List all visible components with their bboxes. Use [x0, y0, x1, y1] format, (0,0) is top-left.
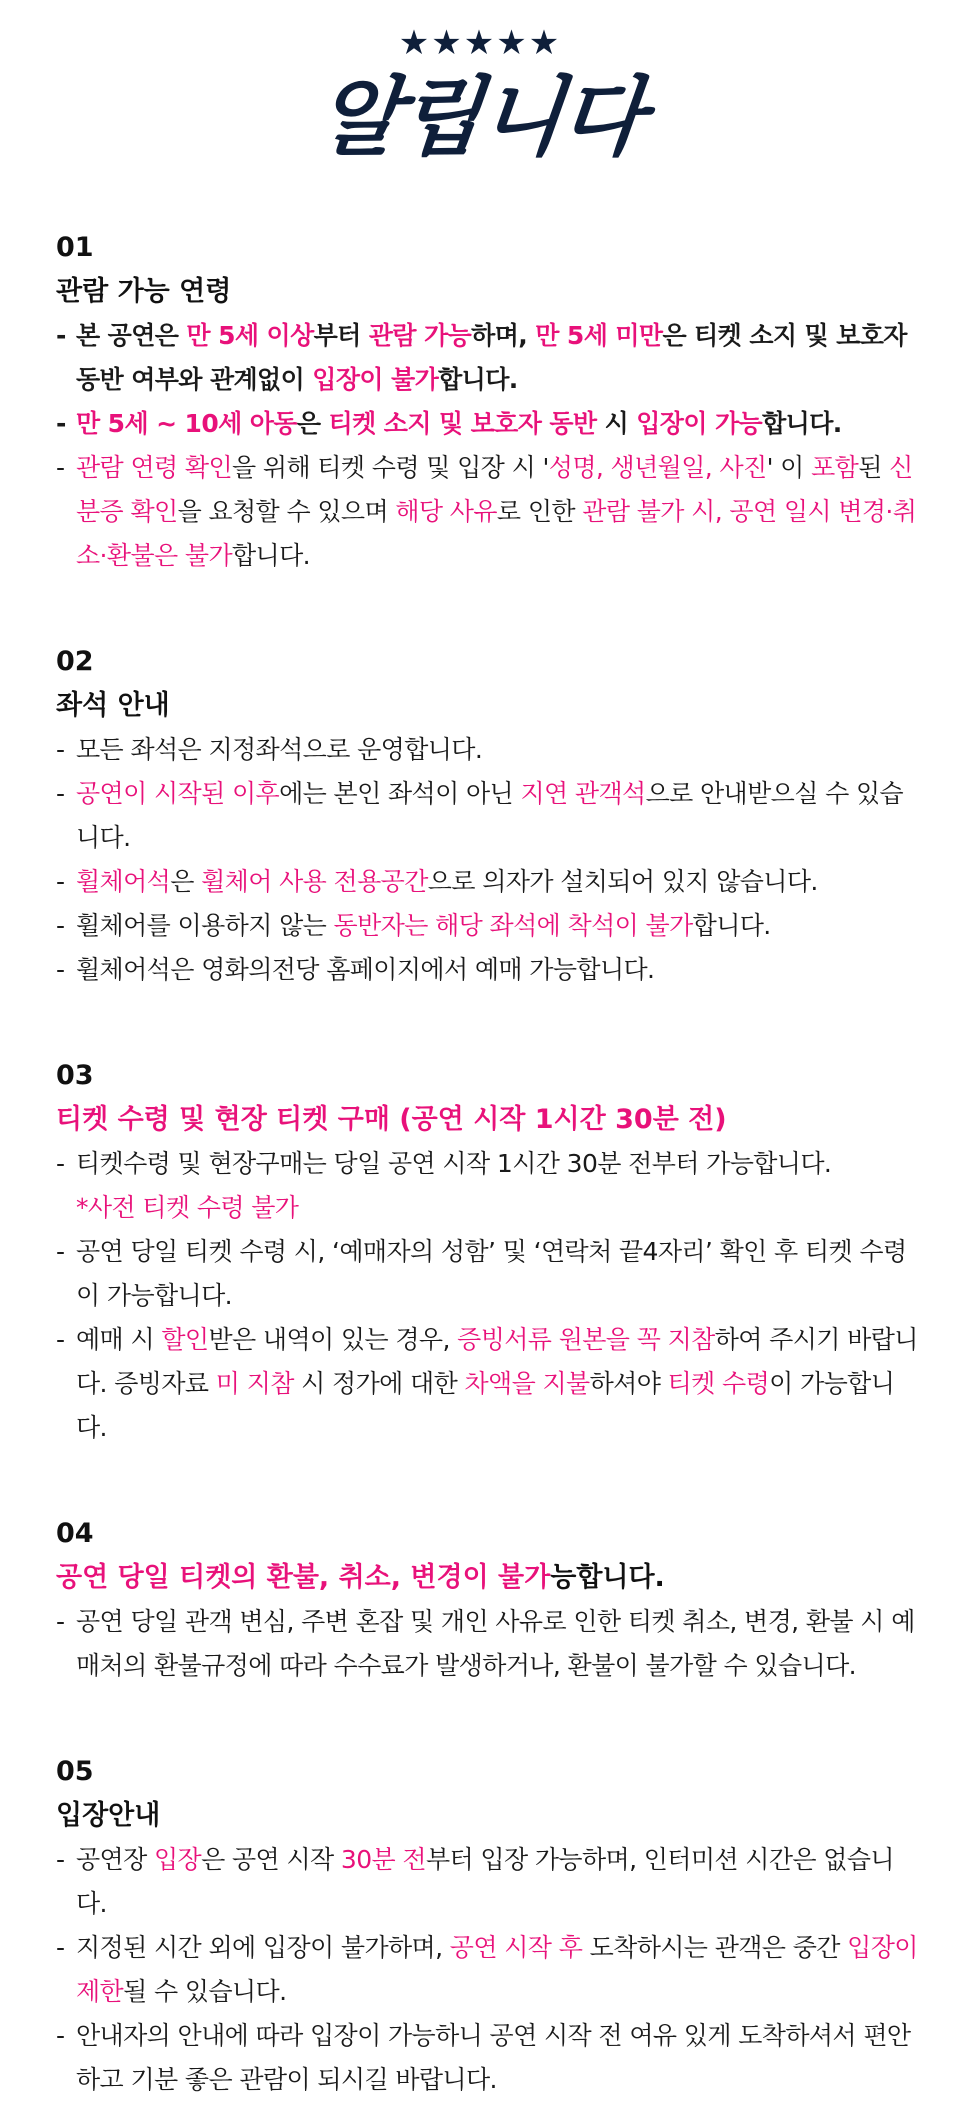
body-text: 도착하시는 관객은 중간 [582, 1933, 848, 1962]
body-text: 부터 입장 가능하며, 인터미션 시간은 없습니다. [76, 1845, 894, 1918]
highlight-text: 만 5세 ~ 10세 아동 [76, 409, 297, 438]
highlight-text: 할인 [161, 1325, 209, 1354]
section-number: 04 [56, 1518, 94, 1549]
body-text: 은 [296, 409, 329, 438]
notice-list [56, 1142, 920, 1450]
note-text: *사전 티켓 수령 불가 [76, 1193, 299, 1222]
notice-section [56, 1512, 920, 1688]
list-item [56, 1838, 920, 1926]
body-text: 하며, [471, 321, 536, 350]
list-item [56, 728, 920, 772]
body-text: 예매 시 [76, 1325, 162, 1354]
body-text: 합니다. [692, 911, 771, 940]
highlight-text: 관람 불가 시, 공연 일시 변경·취소·환불은 불가 [76, 497, 917, 570]
list-item [56, 1600, 920, 1688]
body-text: 휠체어를 이용하지 않는 [76, 911, 334, 940]
section-title-text: 티켓 수령 및 현장 티켓 구매 (공연 시작 1시간 30분 전) [56, 1104, 727, 1135]
body-text: 공연 당일 티켓 수령 시, ‘예매자의 성함’ 및 ‘연락처 끝4자리’ 확인 후 티켓 수령이 가능합니다. [76, 1237, 907, 1310]
body-text: 시 정가에 대한 [293, 1369, 465, 1398]
highlight-text: 공연이 시작된 이후 [76, 779, 280, 808]
body-text: 모든 좌석은 지정좌석으로 운영합니다. [76, 735, 483, 764]
body-text: 본 공연은 [76, 321, 187, 350]
list-item [56, 1318, 920, 1450]
highlight-text: 차액을 지불 [464, 1369, 590, 1398]
section-number: 05 [56, 1756, 94, 1787]
body-text: 에는 본인 좌석이 아닌 [279, 779, 521, 808]
body-text: 으로 안내받으실 수 있습니다. [76, 779, 904, 852]
highlight-text: 티켓 수령 [667, 1369, 770, 1398]
page-title: 알립니다 [312, 68, 648, 168]
highlight-text: 포함 [811, 453, 859, 482]
highlight-text: 만 5세 이상 [186, 321, 314, 350]
highlight-text: 입장 [154, 1845, 202, 1874]
notice-content [0, 226, 960, 2102]
section-title [56, 684, 920, 728]
notice-section [56, 226, 920, 578]
list-item [56, 1230, 920, 1318]
section-number: 02 [56, 646, 94, 677]
list-item [56, 402, 920, 446]
body-text: 을 요청할 수 있으며 [177, 497, 396, 526]
section-number: 01 [56, 232, 94, 263]
notice-list [56, 728, 920, 992]
section-title-text: 공연 당일 티켓의 환불, 취소, 변경이 불가 [56, 1562, 551, 1593]
highlight-text: 동반자는 해당 좌석에 착석이 불가 [333, 911, 693, 940]
highlight-text: 휠체어석 [76, 867, 171, 896]
notice-list [56, 314, 920, 578]
section-title-text: 관람 가능 연령 [56, 276, 232, 307]
highlight-text: 관람 연령 확인 [76, 453, 232, 482]
list-item [56, 860, 920, 904]
list-item [56, 904, 920, 948]
body-text: 공연 당일 관객 변심, 주변 혼잡 및 개인 사유로 인한 티켓 취소, 변경, 환불 시 예매처의 환불규정에 따라 수수료가 발생하거나, 환불이 불가할 수 있습니다. [76, 1607, 915, 1680]
section-title [56, 1794, 920, 1838]
highlight-text: 입장이 가능 [636, 409, 763, 438]
highlight-text: 만 5세 미만 [535, 321, 663, 350]
body-text: 된 [858, 453, 890, 482]
highlight-text: 증빙서류 원본을 꼭 지참 [457, 1325, 715, 1354]
section-title [56, 1098, 920, 1142]
body-text: 시 [596, 409, 637, 438]
highlight-text: 관람 가능 [368, 321, 472, 350]
notice-list [56, 1600, 920, 1688]
highlight-text: 입장이 제한 [76, 1933, 918, 2006]
list-item [56, 2014, 920, 2102]
list-item [56, 314, 920, 402]
body-text: 은 티켓 소지 및 보호자 동반 여부와 관계없이 [76, 321, 907, 394]
highlight-text: 휠체어 사용 전용공간 [201, 867, 428, 896]
highlight-text: 미 지참 [215, 1369, 294, 1398]
body-text: 을 위해 티켓 수령 및 입장 시 ' [232, 453, 549, 482]
body-text: 합니다. [762, 409, 842, 438]
body-text: ' 이 [766, 453, 812, 482]
highlight-text: 성명, 생년월일, 사진 [548, 453, 767, 482]
body-text: 티켓수령 및 현장구매는 당일 공연 시작 1시간 30분 전부터 가능합니다. [76, 1149, 832, 1178]
notice-section [56, 1750, 920, 2102]
section-title-text: 입장안내 [56, 1800, 161, 1831]
section-title-text: 능합니다. [550, 1562, 665, 1593]
highlight-text: 지연 관객석 [520, 779, 646, 808]
body-text: 은 공연 시작 [201, 1845, 341, 1874]
body-text: 로 인한 [496, 497, 583, 526]
section-number: 03 [56, 1060, 94, 1091]
body-text: 하셔야 [589, 1369, 668, 1398]
body-text: 공연장 [76, 1845, 154, 1874]
list-item [56, 446, 920, 578]
highlight-text: 티켓 소지 및 보호자 동반 [328, 409, 597, 438]
body-text: 은 [170, 867, 202, 896]
notice-list [56, 1838, 920, 2102]
section-title [56, 270, 920, 314]
notice-section [56, 640, 920, 992]
body-text: 될 수 있습니다. [123, 1977, 287, 2006]
highlight-text: 입장이 불가 [312, 365, 439, 394]
body-text: 지정된 시간 외에 입장이 불가하며, [76, 1933, 450, 1962]
list-item [56, 948, 920, 992]
body-text: 하여 주시기 바랍니다. 증빙자료 [76, 1325, 918, 1398]
notice-header [0, 0, 960, 168]
highlight-text: 해당 사유 [395, 497, 497, 526]
list-item [56, 1926, 920, 2014]
star-rating-icon: ★★★★★ [398, 23, 562, 63]
section-title-text: 좌석 안내 [56, 690, 170, 721]
highlight-text: 신분증 확인 [76, 453, 913, 526]
body-text: 합니다. [438, 365, 518, 394]
list-item [56, 772, 920, 860]
body-text: 부터 [313, 321, 369, 350]
body-text: 으로 의자가 설치되어 있지 않습니다. [427, 867, 818, 896]
body-text: 합니다. [232, 541, 310, 570]
list-item [56, 1142, 920, 1230]
body-text: 받은 내역이 있는 경우, [208, 1325, 458, 1354]
highlight-text: 공연 시작 후 [449, 1933, 583, 1962]
highlight-text: 30분 전 [340, 1845, 426, 1874]
body-text: 안내자의 안내에 따라 입장이 가능하니 공연 시작 전 여유 있게 도착하셔서 편안하고 기분 좋은 관람이 되시길 바랍니다. [76, 2021, 911, 2094]
notice-section [56, 1054, 920, 1450]
body-text: 이 가능합니다. [76, 1369, 895, 1442]
body-text: 휠체어석은 영화의전당 홈페이지에서 예매 가능합니다. [76, 955, 655, 984]
section-title [56, 1556, 920, 1600]
